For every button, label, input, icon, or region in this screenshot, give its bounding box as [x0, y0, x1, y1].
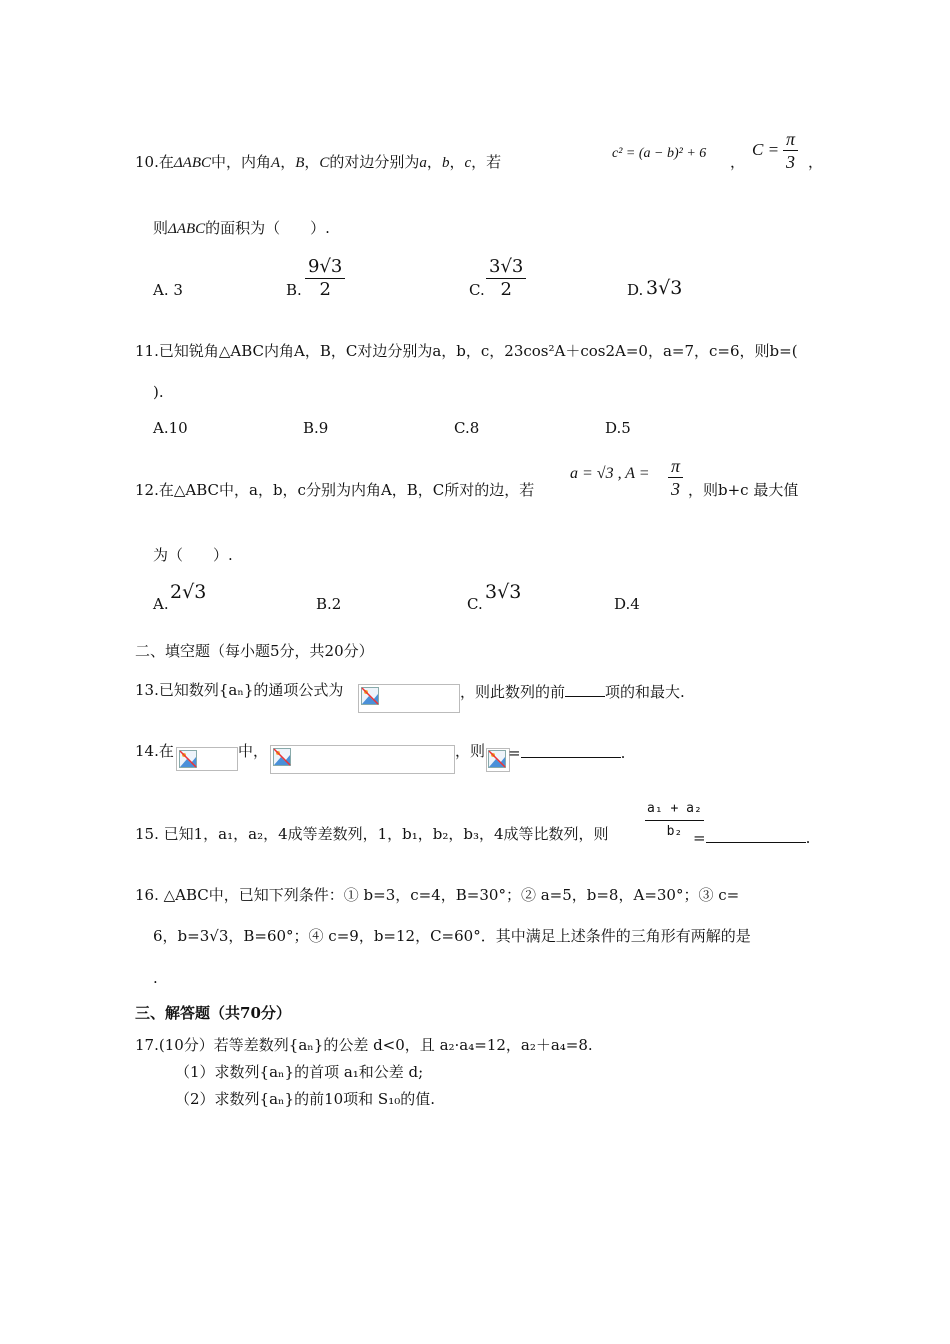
broken-image-icon: [273, 748, 291, 766]
q17-line1: 17.(10分）若等差数列{aₙ}的公差 d<0，且 a₂·a₄=12，a₂＋a₄=8.: [135, 1036, 593, 1054]
q11-line1: 11.已知锐角△ABC内角A，B，C对边分别为a，b，c，23cos²A＋cos2A=0，a=7，c=6，则b=(: [135, 342, 798, 360]
q12-option-a-label: A.: [153, 595, 169, 613]
q14-condition-image: [270, 745, 455, 774]
q16-line3: .: [153, 969, 158, 987]
q13-prefix: 13.已知数列{aₙ}的通项公式为: [135, 681, 344, 699]
q10-option-c-frac: $\frac{3√3}{2}$: [486, 256, 526, 301]
q11-option-c: C.8: [454, 419, 480, 437]
q16-line1: 16. △ABC中，已知下列条件：① b=3，c=4，B=30°；② a=5，b=8，A=30°；③ c=: [135, 886, 740, 904]
q12-A-frac: $\frac{\pi}{3}$: [668, 455, 683, 500]
q10-line1: 10.在ΔABC中，内角A，B，C的对边分别为a，b，c，若: [135, 153, 502, 171]
q15-text: 15. 已知1，a₁，a₂，4成等差数列，1，b₁，b₂，b₃，4成等比数列，则: [135, 825, 609, 843]
q17-sub1: （1）求数列{aₙ}的首项 a₁和公差 d;: [175, 1063, 424, 1081]
q11-option-d: D.5: [605, 419, 631, 437]
q15-answer-blank[interactable]: [706, 826, 806, 843]
q11-option-b: B.9: [303, 419, 329, 437]
q11-option-a: A.10: [153, 419, 188, 437]
q14-target-image: [486, 748, 510, 772]
q14-mid: 中，: [238, 742, 269, 760]
q13-suffix: ，则此数列的前 项的和最大.: [460, 680, 685, 702]
q13-answer-blank[interactable]: [565, 680, 605, 697]
broken-image-icon: [179, 750, 197, 768]
q14-answer: = .: [508, 741, 625, 763]
q10-C-frac: $\frac{\pi}{3}$: [783, 128, 798, 173]
q16-line2: 6，b=3√3，B=60°；④ c=9，b=12，C=60°．其中满足上述条件的三角形有两解的是: [153, 927, 751, 945]
q12-line1-suffix: ，则b+c 最大值: [688, 481, 799, 499]
q10-option-d-value: 3√3: [646, 277, 683, 299]
q10-option-d-label: D.: [627, 281, 644, 299]
q15-frac: $\frac{\text{a₁ + a₂}}{\text{b₂}}$: [645, 798, 704, 843]
q10-option-c-label: C.: [469, 281, 485, 299]
q10-option-b-label: B.: [286, 281, 302, 299]
q14-sequence-image: [176, 747, 238, 771]
q12-option-b: B.2: [316, 595, 342, 613]
section-2-heading: 二、填空题（每小题5分，共20分）: [135, 642, 374, 660]
q12-line1-prefix: 12.在△ABC中，a，b，c分别为内角A，B，C所对的边，若: [135, 481, 535, 499]
q12-condition: a = √3 , A =: [570, 465, 650, 482]
q14-answer-blank[interactable]: [521, 741, 621, 758]
q10-option-b-frac: $\frac{9√3}{2}$: [305, 256, 345, 301]
q14-prefix: 14.在: [135, 742, 174, 760]
q10-C-eq: C =: [752, 140, 780, 159]
broken-image-icon: [361, 687, 379, 705]
q10-line2: 则ΔABC的面积为（ ）.: [153, 219, 330, 237]
q14-then: ，则: [455, 742, 486, 760]
q13-formula-image: [358, 684, 460, 713]
broken-image-icon: [488, 750, 506, 768]
q15-answer: = .: [693, 826, 810, 848]
q12-option-d: D.4: [614, 595, 640, 613]
section-3-heading: 三、解答题（共70分）: [135, 1004, 291, 1022]
q12-option-c-value: 3√3: [485, 581, 522, 603]
q10-option-a: A. 3: [153, 281, 183, 299]
q10-condition: c² = (a − b)² + 6: [612, 146, 707, 161]
q12-line2: 为（ ）.: [153, 546, 233, 564]
q17-sub2: （2）求数列{aₙ}的前10项和 S₁₀的值.: [175, 1090, 435, 1108]
q11-line2: ).: [153, 383, 164, 401]
q12-option-c-label: C.: [467, 595, 483, 613]
q12-option-a-value: 2√3: [170, 581, 207, 603]
